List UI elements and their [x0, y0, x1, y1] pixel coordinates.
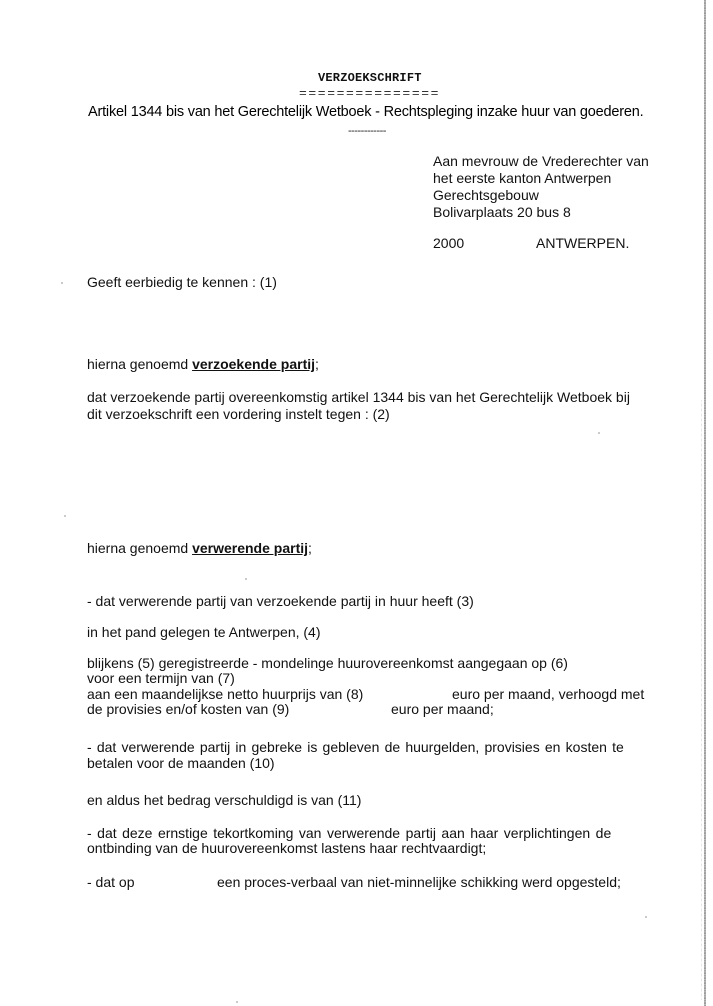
contract-line-4-label: de provisies en/of kosten van (9): [87, 701, 290, 717]
settlement-line-prefix: - dat op: [87, 874, 135, 890]
claimant-suffix: ;: [315, 356, 319, 372]
defendant-label: verwerende partij: [192, 540, 309, 556]
addressee-line-1: Aan mevrouw de Vrederechter van: [433, 153, 649, 169]
claimant-label: verzoekende partij: [192, 356, 316, 372]
contract-line-2: voor een termijn van (7): [87, 670, 235, 686]
intro-line: Geeft eerbiedig te kennen : (1): [87, 274, 277, 290]
addressee-line-4: Bolivarplaats 20 bus 8: [433, 204, 571, 220]
amount-line: en aldus het bedrag verschuldigd is van (11): [87, 792, 362, 808]
contract-line-4-unit: euro per maand;: [391, 701, 494, 717]
defendant-designation: [87, 540, 312, 556]
claim-line-2: dit verzoekschrift een vordering instelt tegen : (2): [87, 406, 390, 422]
breach-line-2: ontbinding van de huurovereenkomst lastens haar rechtvaardigt;: [87, 840, 487, 856]
contract-line-3-label: aan een maandelijkse netto huurprijs van (8): [87, 686, 364, 702]
settlement-line-text: een proces-verbaal van niet-minnelijke schikking werd opgesteld;: [217, 874, 621, 890]
scan-speck: [645, 916, 647, 918]
scan-speck: [64, 515, 66, 517]
contract-line-1: blijkens (5) geregistreerde - mondelinge huurovereenkomst aangegaan op (6): [87, 655, 568, 671]
scan-edge-line: [704, 0, 706, 1006]
scan-speck: [245, 578, 247, 580]
subtitle-separator: ------------: [348, 125, 386, 137]
scan-speck: [236, 1001, 238, 1003]
defendant-prefix: hierna genoemd: [87, 540, 193, 556]
addressee-line-3: Gerechtsgebouw: [433, 187, 539, 203]
scan-speck: [598, 432, 600, 434]
default-line-1: - dat verwerende partij in gebreke is gebleven de huurgelden, provisies en kosten te: [87, 739, 624, 755]
addressee-line-2: het eerste kanton Antwerpen: [433, 170, 612, 186]
claimant-designation: [87, 356, 319, 372]
rent-line: - dat verwerende partij van verzoekende partij in huur heeft (3): [87, 593, 474, 609]
claimant-prefix: hierna genoemd: [87, 356, 193, 372]
breach-line-1: - dat deze ernstige tekortkoming van verwerende partij aan haar verplichtingen de: [87, 825, 612, 841]
document-title: VERZOEKSCHRIFT: [318, 71, 422, 85]
scan-edge-shadow: [701, 400, 702, 1000]
addressee-postcode: 2000: [433, 235, 465, 251]
contract-line-3-unit: euro per maand, verhoogd met: [452, 686, 645, 702]
property-line: in het pand gelegen te Antwerpen, (4): [87, 624, 321, 640]
default-line-2: betalen voor de maanden (10): [87, 755, 275, 771]
scan-speck: [61, 282, 63, 284]
defendant-suffix: ;: [308, 540, 312, 556]
title-double-underline: ===============: [299, 86, 441, 101]
addressee-city: ANTWERPEN.: [536, 235, 630, 251]
document-subtitle: Artikel 1344 bis van het Gerechtelijk Wetboek - Rechtspleging inzake huur van goederen.: [88, 104, 644, 120]
claim-line-1: dat verzoekende partij overeenkomstig artikel 1344 bis van het Gerechtelijk Wetboek bij: [87, 389, 630, 405]
